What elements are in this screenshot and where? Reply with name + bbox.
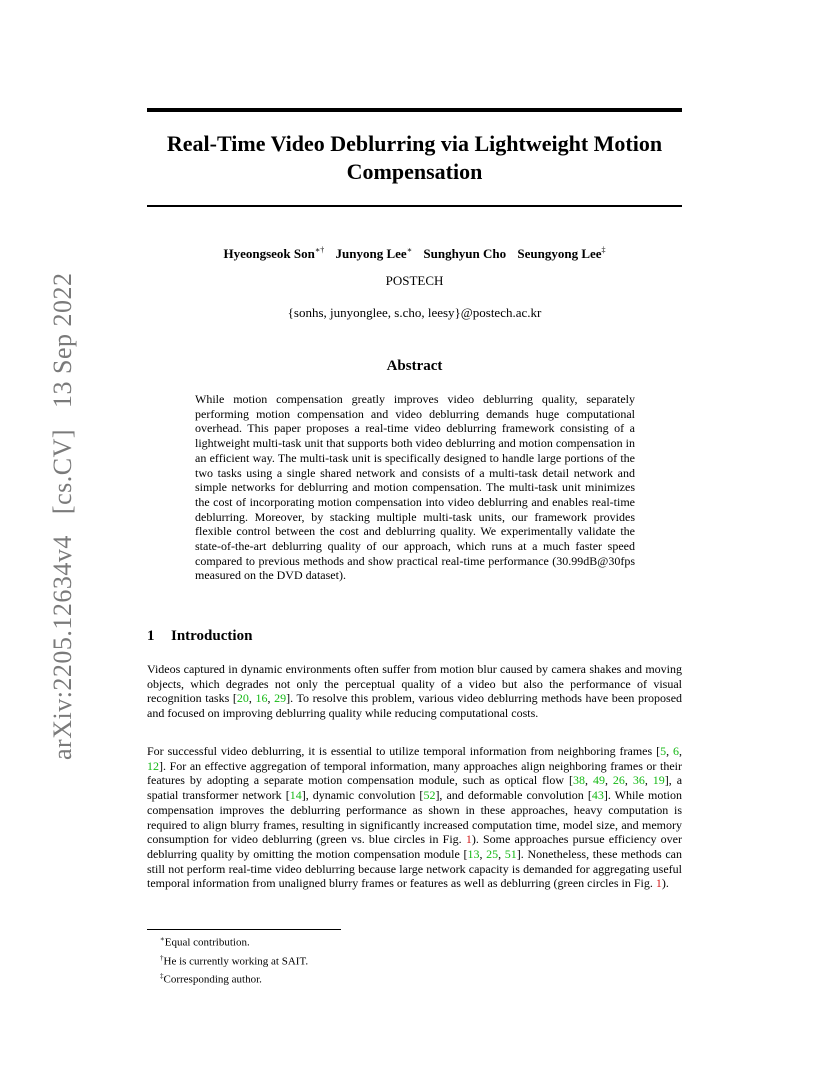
paper-title-line-1: Real-Time Video Deblurring via Lightweight Motion <box>166 131 663 156</box>
citation-link[interactable]: 36 <box>632 773 645 788</box>
arxiv-date: 13 Sep 2022 <box>48 272 77 408</box>
citation-link[interactable]: 5 <box>660 744 667 758</box>
section-heading <box>147 628 252 645</box>
citation-link[interactable]: 43 <box>591 788 604 803</box>
paper-title <box>147 130 682 186</box>
intro-paragraph-2: For successful video deblurring, it is essential to utilize temporal information from neighboring frames [5, 6, 12]. For an effective aggregation of temporal information, many approaches align neighboring frames or their features by adopting a separate motion compensation module, such as optical flow [38, 49, 26, 36, 19], a spatial transformer network [14], dynamic convolution [52], and deformable convolution [43]. While motion compensation improves the deblurring performance as shown in these approaches, heavy computation is required to align blurry frames, resulting in significantly increased computation time, model size, and memory consumption for video deblurring (green vs. blue circles in Fig. 1). Some approaches pursue efficiency over deblurring quality by omitting the motion compensation module [13, 25, 51]. Nonetheless, these methods can still not perform real-time video deblurring because large network capacity is demanded for aggregating useful temporal information from unaligned blurry frames or features as well as deblurring (green circles in Fig. 1). <box>147 744 683 891</box>
figure-link[interactable]: 1 <box>655 876 662 891</box>
author-emails: {sonhs, junyonglee, s.cho, leesy}@postech.ac.kr <box>287 305 542 320</box>
citation-link[interactable]: 13 <box>467 846 480 861</box>
section-number: 1 <box>147 628 155 644</box>
author: Sunghyun Cho <box>423 246 507 262</box>
abstract-heading: Abstract <box>386 358 443 374</box>
author: Seungyong Lee‡ <box>517 246 606 262</box>
footnotes <box>160 932 308 988</box>
section-title: Introduction <box>171 628 253 644</box>
arxiv-sidebar-stamp <box>48 258 78 760</box>
title-top-rule <box>147 108 682 112</box>
citation-link[interactable]: 38 <box>573 773 586 788</box>
citation-link[interactable]: 12 <box>147 758 159 773</box>
arxiv-id: arXiv:2205.12634v4 <box>48 535 77 760</box>
intro-paragraph-1: Videos captured in dynamic environments often suffer from motion blur caused by camera shakes and moving objects, which degrades not only the perceptual quality of a video but also the performance of visual recognition tasks [20, 16, 29]. To resolve this problem, various video deblurring methods have been proposed and focused on improving deblurring quality while reducing computational costs. <box>147 662 683 721</box>
citation-link[interactable]: 14 <box>289 788 302 803</box>
citation-link[interactable]: 6 <box>673 744 679 758</box>
citation-link[interactable]: 51 <box>504 846 517 861</box>
title-bottom-rule <box>147 205 682 207</box>
citation-link[interactable]: 19 <box>652 773 665 788</box>
author: Junyong Lee∗ <box>335 246 413 262</box>
citation-link[interactable]: 20 <box>236 691 249 706</box>
citation-link[interactable]: 29 <box>274 691 287 706</box>
arxiv-category: [cs.CV] <box>48 428 77 515</box>
footnote: †He is currently working at SAIT. <box>160 953 309 968</box>
citation-link[interactable]: 49 <box>592 773 605 788</box>
footnote: ‡Corresponding author. <box>160 972 262 986</box>
citation-link[interactable]: 26 <box>612 773 625 788</box>
citation-link[interactable]: 25 <box>486 846 499 861</box>
footnote-rule <box>147 929 341 930</box>
footnote: ∗Equal contribution. <box>160 935 250 949</box>
abstract-text: While motion compensation greatly improves video deblurring quality, separately performing motion compensation and video deblurring demands huge computational overhead. This paper proposes a real-time video deblurring framework consisting of a lightweight multi-task unit that supports both video deblurring and motion compensation in an efficient way. The multi-task unit is specifically designed to handle large portions of the two tasks using a single shared network and consists of a multi-task detail network and simple networks for deblurring and motion compensation. The multi-task unit minimizes the cost of incorporating motion compensation into video deblurring and enables real-time deblurring. Moreover, by stacking multiple multi-task units, our framework provides flexible control between the cost and deblurring quality. We experimentally validate the state-of-the-art deblurring quality of our approach, which runs at a much faster speed compared to previous methods and show practical real-time performance (30.99dB@30fps measured on the DVD dataset). <box>195 392 635 583</box>
citation-link[interactable]: 52 <box>423 788 436 803</box>
affiliation: POSTECH <box>385 273 444 288</box>
figure-link[interactable]: 1 <box>465 832 472 847</box>
author: Hyeongseok Son∗† <box>223 246 325 262</box>
paper-title-line-2: Compensation <box>346 159 483 184</box>
citation-link[interactable]: 16 <box>255 691 268 706</box>
author-list <box>147 242 682 263</box>
